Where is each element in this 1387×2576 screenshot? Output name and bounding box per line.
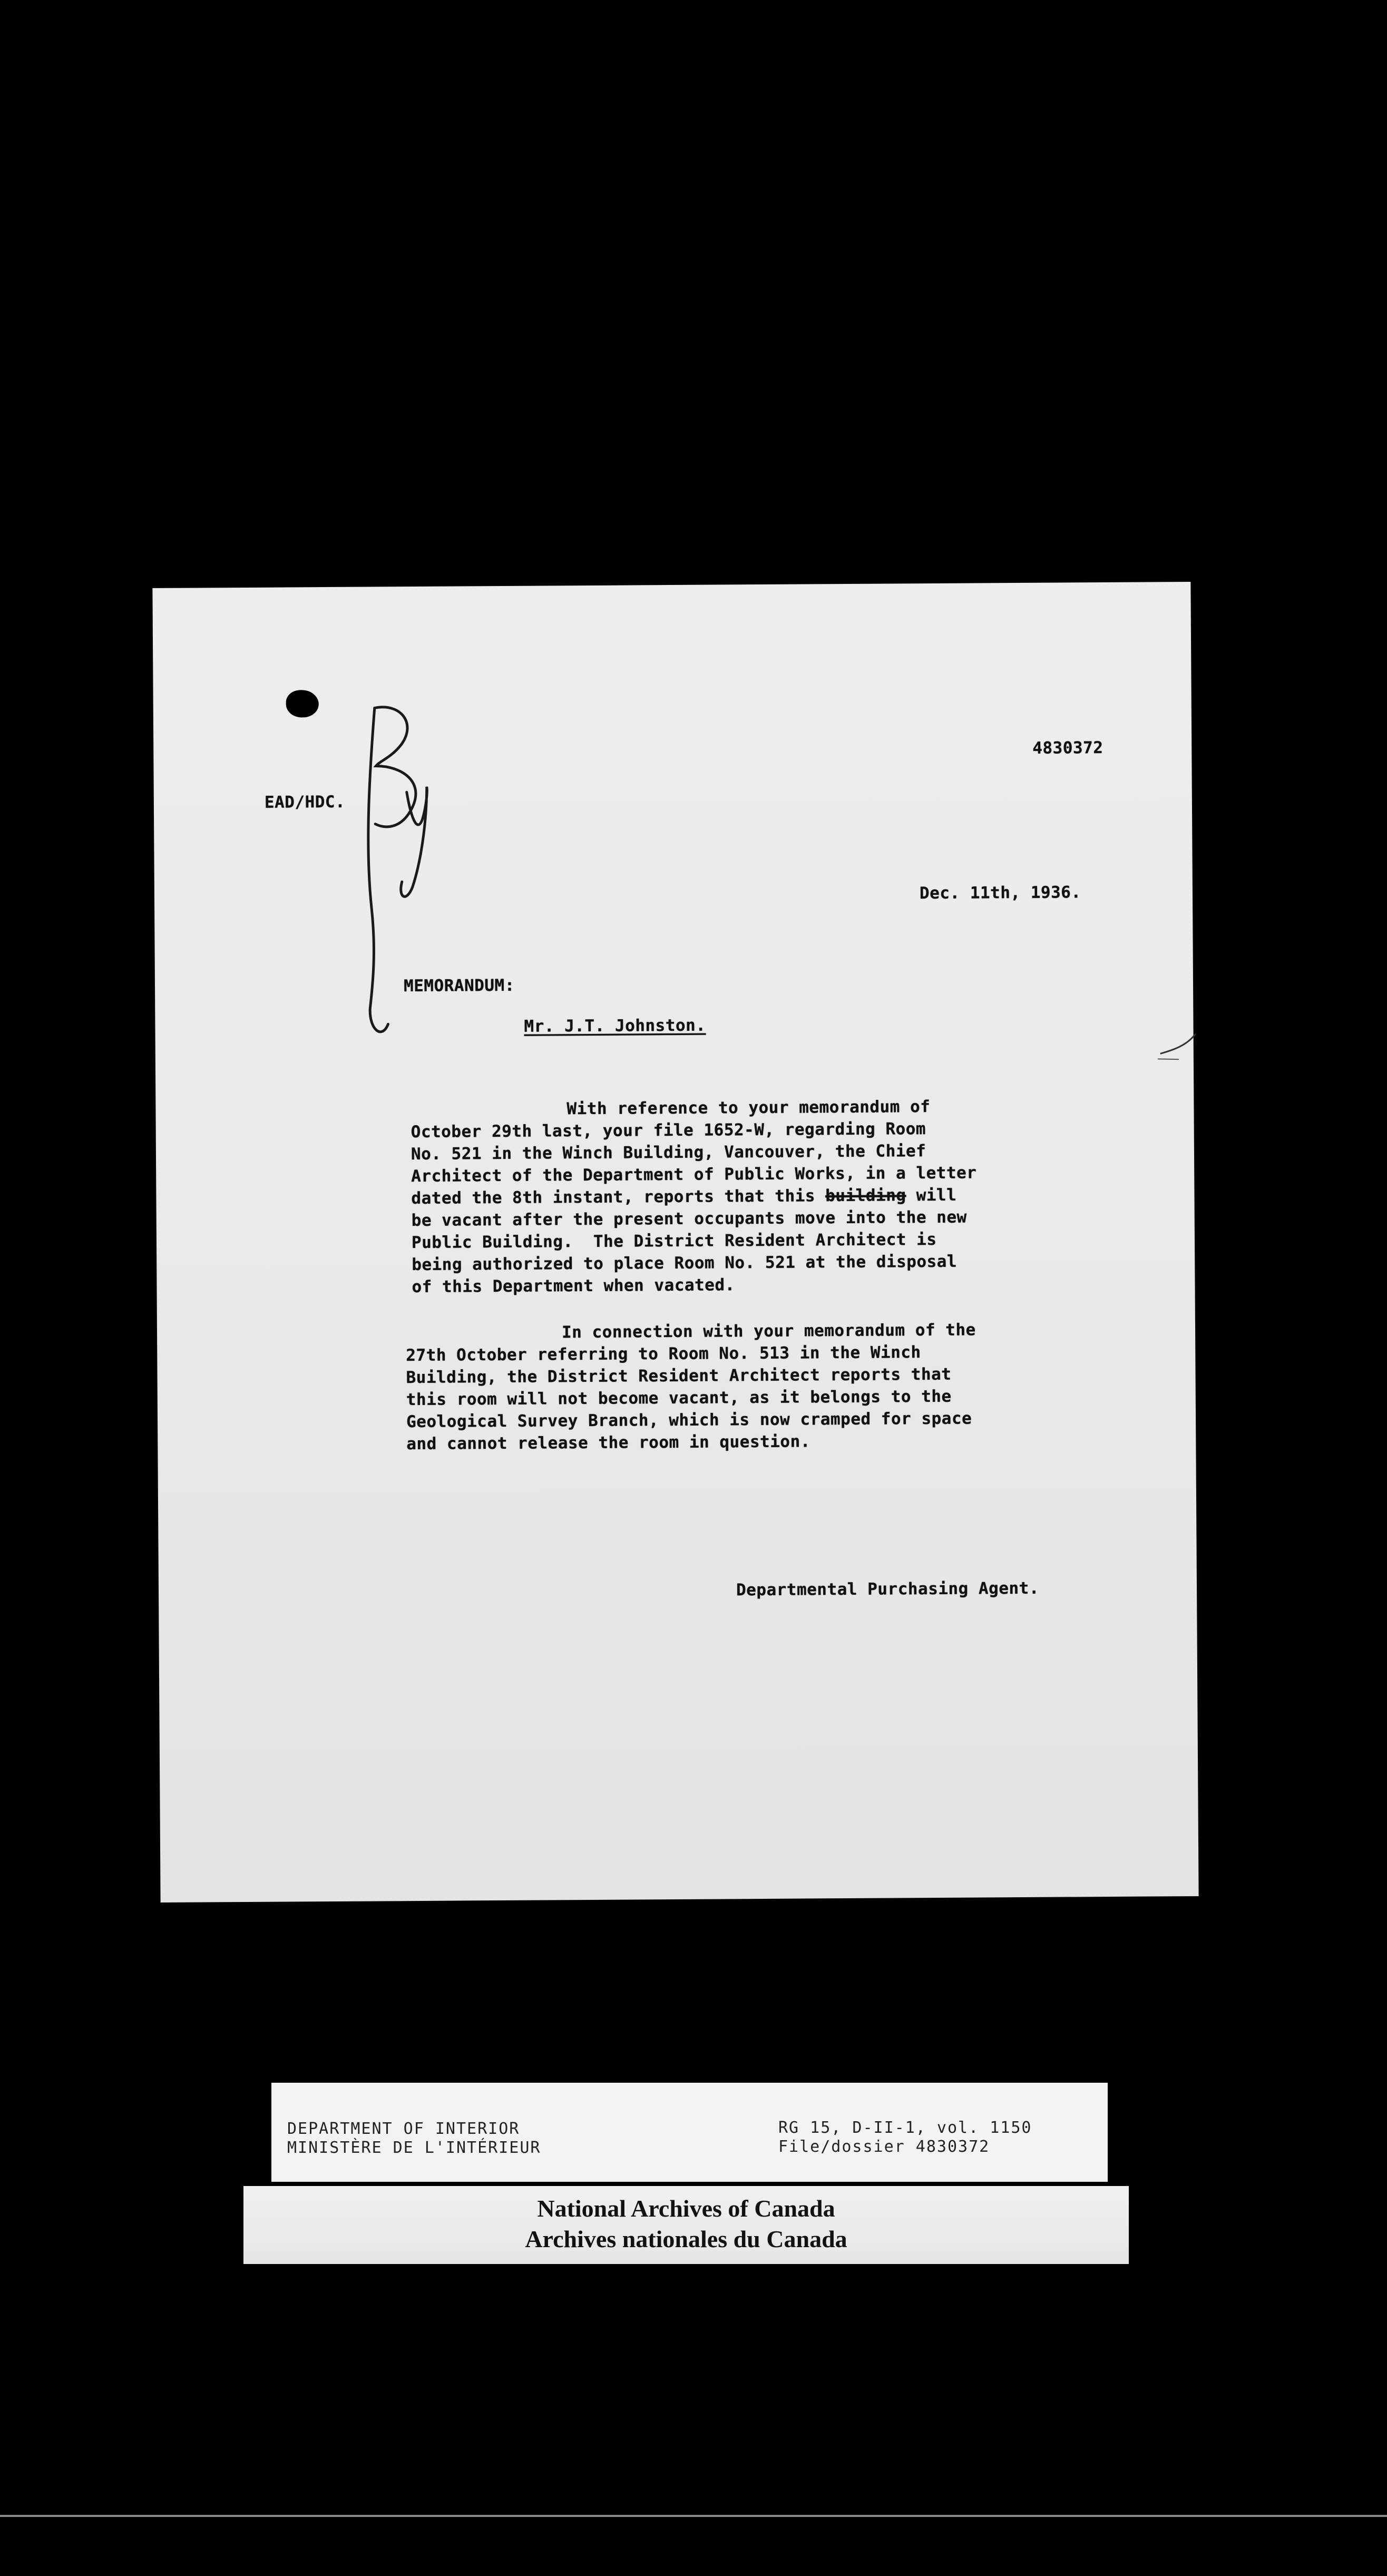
- edge-pencil-mark: [1158, 1030, 1200, 1061]
- memo-date: Dec. 11th, 1936.: [919, 883, 1081, 903]
- para1-line: be vacant after the present occupants move into the new: [411, 1207, 967, 1231]
- archives-name-french: Archives nationales du Canada: [525, 2226, 847, 2252]
- para1-line: [411, 1184, 976, 1210]
- para2-line: Building, the District Resident Architect reports that: [406, 1364, 952, 1388]
- para2-line: this room will not become vacant, as it belongs to the: [406, 1387, 952, 1410]
- file-number: 4830372: [1032, 738, 1103, 758]
- para1-line: of this Department when vacated.: [412, 1275, 735, 1297]
- department-french: MINISTÈRE DE L'INTÉRIEUR: [287, 2139, 541, 2157]
- memo-heading: MEMORANDUM:: [403, 975, 515, 996]
- document-page: [152, 582, 1198, 1902]
- paragraph-2: [406, 1319, 976, 1456]
- para2-line: 27th October referring to Room No. 513 in the Winch: [406, 1343, 921, 1365]
- addressee: Mr. J.T. Johnston.: [524, 1016, 706, 1036]
- record-group-reference: RG 15, D-II-1, vol. 1150: [778, 2119, 1032, 2137]
- para2-line: In connection with your memorandum of the: [561, 1320, 976, 1342]
- para1-line-text: dated the 8th instant, reports that this: [411, 1186, 826, 1208]
- punch-hole-mark: [286, 690, 319, 717]
- para1-line: No. 521 in the Winch Building, Vancouver, the Chief: [411, 1141, 926, 1164]
- typist-initials: EAD/HDC.: [264, 792, 346, 812]
- department-english: DEPARTMENT OF INTERIOR: [287, 2120, 520, 2138]
- archive-reference-label: [271, 2083, 1108, 2182]
- para1-line: With reference to your memorandum of: [566, 1097, 931, 1119]
- para1-line: being authorized to place Room No. 521 at the disposal: [412, 1252, 958, 1275]
- paragraph-1: [411, 1096, 977, 1299]
- para2-line: and cannot release the room in question.: [406, 1432, 810, 1454]
- archives-name-english: National Archives of Canada: [537, 2195, 835, 2222]
- file-dossier-number: File/dossier 4830372: [778, 2138, 990, 2156]
- para2-line: Geological Survey Branch, which is now cramped for space: [406, 1409, 972, 1432]
- struck-word: building: [825, 1186, 906, 1206]
- para1-line: October 29th last, your file 1652-W, regarding Room: [411, 1119, 926, 1142]
- para1-line-text: will: [906, 1185, 957, 1205]
- film-edge-line: [0, 2515, 1387, 2517]
- archives-banner: [243, 2186, 1129, 2264]
- para1-line: Public Building. The District Resident Architect is: [411, 1230, 937, 1253]
- signature-title: Departmental Purchasing Agent.: [736, 1578, 1040, 1600]
- para1-line: Architect of the Department of Public Works, in a letter: [411, 1163, 977, 1186]
